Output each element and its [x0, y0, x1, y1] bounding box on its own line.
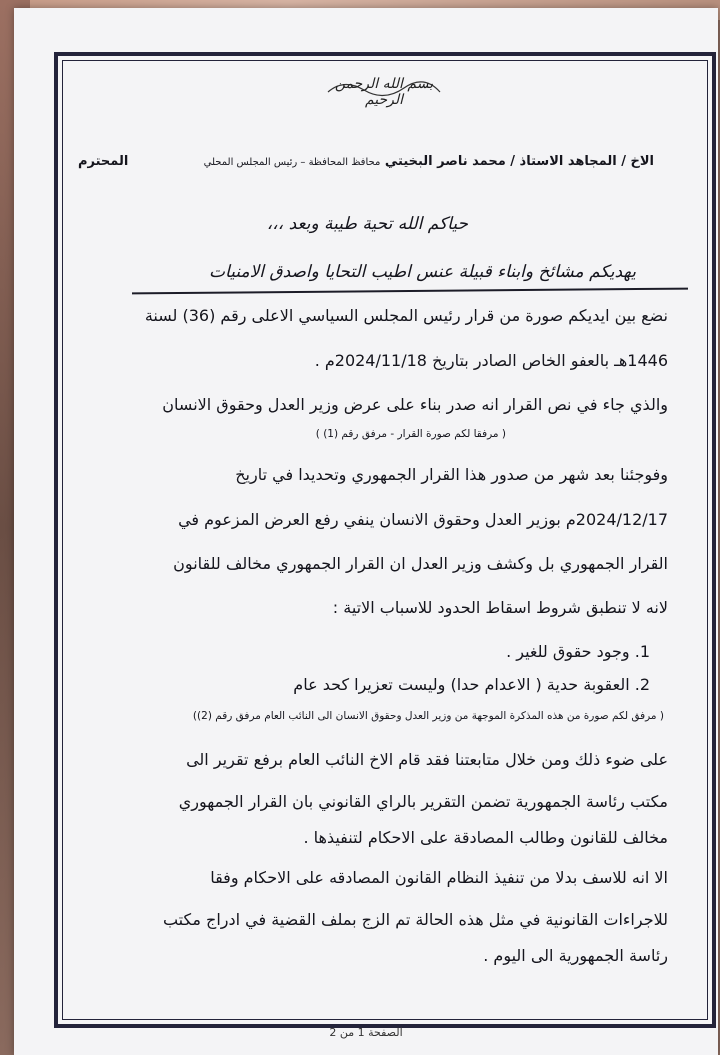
recipient-role: محافظ المحافظة – رئيس المجلس المحلي — [203, 157, 381, 168]
body-line-6: القرار الجمهوري بل وكشف وزير العدل ان القرار الجمهوري مخالف للقانون — [173, 554, 668, 573]
list-item-1: 1. وجود حقوق للغير . — [506, 642, 650, 661]
recipient-title: الاخ / المجاهد الاستاذ / — [510, 154, 654, 169]
recipient-honorific: المحترم — [78, 154, 129, 169]
body-line-12: للاجراءات القانونية في مثل هذه الحالة تم الزج بملف القضية في ادراج مكتب — [162, 910, 668, 929]
body-line-8: على ضوء ذلك ومن خلال متابعتنا فقد قام الاخ النائب العام برفع تقرير الى — [186, 750, 668, 769]
greeting: حياكم الله تحية طيبة وبعد ،،، — [266, 214, 468, 234]
body-line-1: نضع بين ايديكم صورة من قرار رئيس المجلس السياسي الاعلى رقم (36) لسنة — [144, 306, 668, 325]
list-item-2: 2. العقوبة حدية ( الاعدام حدا) وليست تعزيرا كحد عام — [293, 675, 650, 694]
attachment-note-2: ( مرفق لكم صورة من هذه المذكرة الموجهة من وزير العدل وحقوق الانسان الى النائب العام مرفق رقم (2)) — [192, 710, 664, 722]
body-line-10: مخالف للقانون وطالب المصادقة على الاحكام لتنفيذها . — [303, 828, 668, 847]
basmala-calligraphy — [324, 72, 444, 108]
basmala-text: بسم الله الرحمن الرحيم — [334, 76, 434, 108]
recipient-line — [204, 154, 654, 169]
attachment-note-1: ( مرفقا لكم صورة القرار - مرفق رقم (1) ) — [315, 428, 506, 440]
page-number: الصفحة 1 من 2 — [329, 1026, 403, 1039]
recipient-name: محمد ناصر البخيتي — [384, 154, 506, 169]
body-line-9: مكتب رئاسة الجمهورية تضمن التقرير بالراي القانوني بان القرار الجمهوري — [178, 792, 668, 811]
body-line-2: 1446هـ بالعفو الخاص الصادر بتاريخ 2024/11/18م . — [314, 351, 668, 370]
body-line-4: وفوجئنا بعد شهر من صدور هذا القرار الجمهوري وتحديدا في تاريخ — [235, 465, 668, 484]
letter-page — [14, 8, 718, 1055]
subheading: يهديكم مشائخ وابناء قبيلة عنس اطيب التحايا واصدق الامنيات — [209, 262, 636, 282]
body-line-11: الا انه للاسف بدلا من تنفيذ النظام القانون المصادقه على الاحكام وفقا — [210, 868, 668, 887]
body-line-13: رئاسة الجمهورية الى اليوم . — [483, 946, 668, 965]
body-line-7: لانه لا تنطبق شروط اسقاط الحدود للاسباب الاتية : — [332, 598, 668, 617]
body-line-5: 2024/12/17م بوزير العدل وحقوق الانسان ينفي رفع العرض المزعوم في — [178, 510, 668, 529]
body-line-3: والذي جاء في نص القرار انه صدر بناء على عرض وزير العدل وحقوق الانسان — [162, 395, 668, 414]
recipient-header — [78, 154, 654, 169]
